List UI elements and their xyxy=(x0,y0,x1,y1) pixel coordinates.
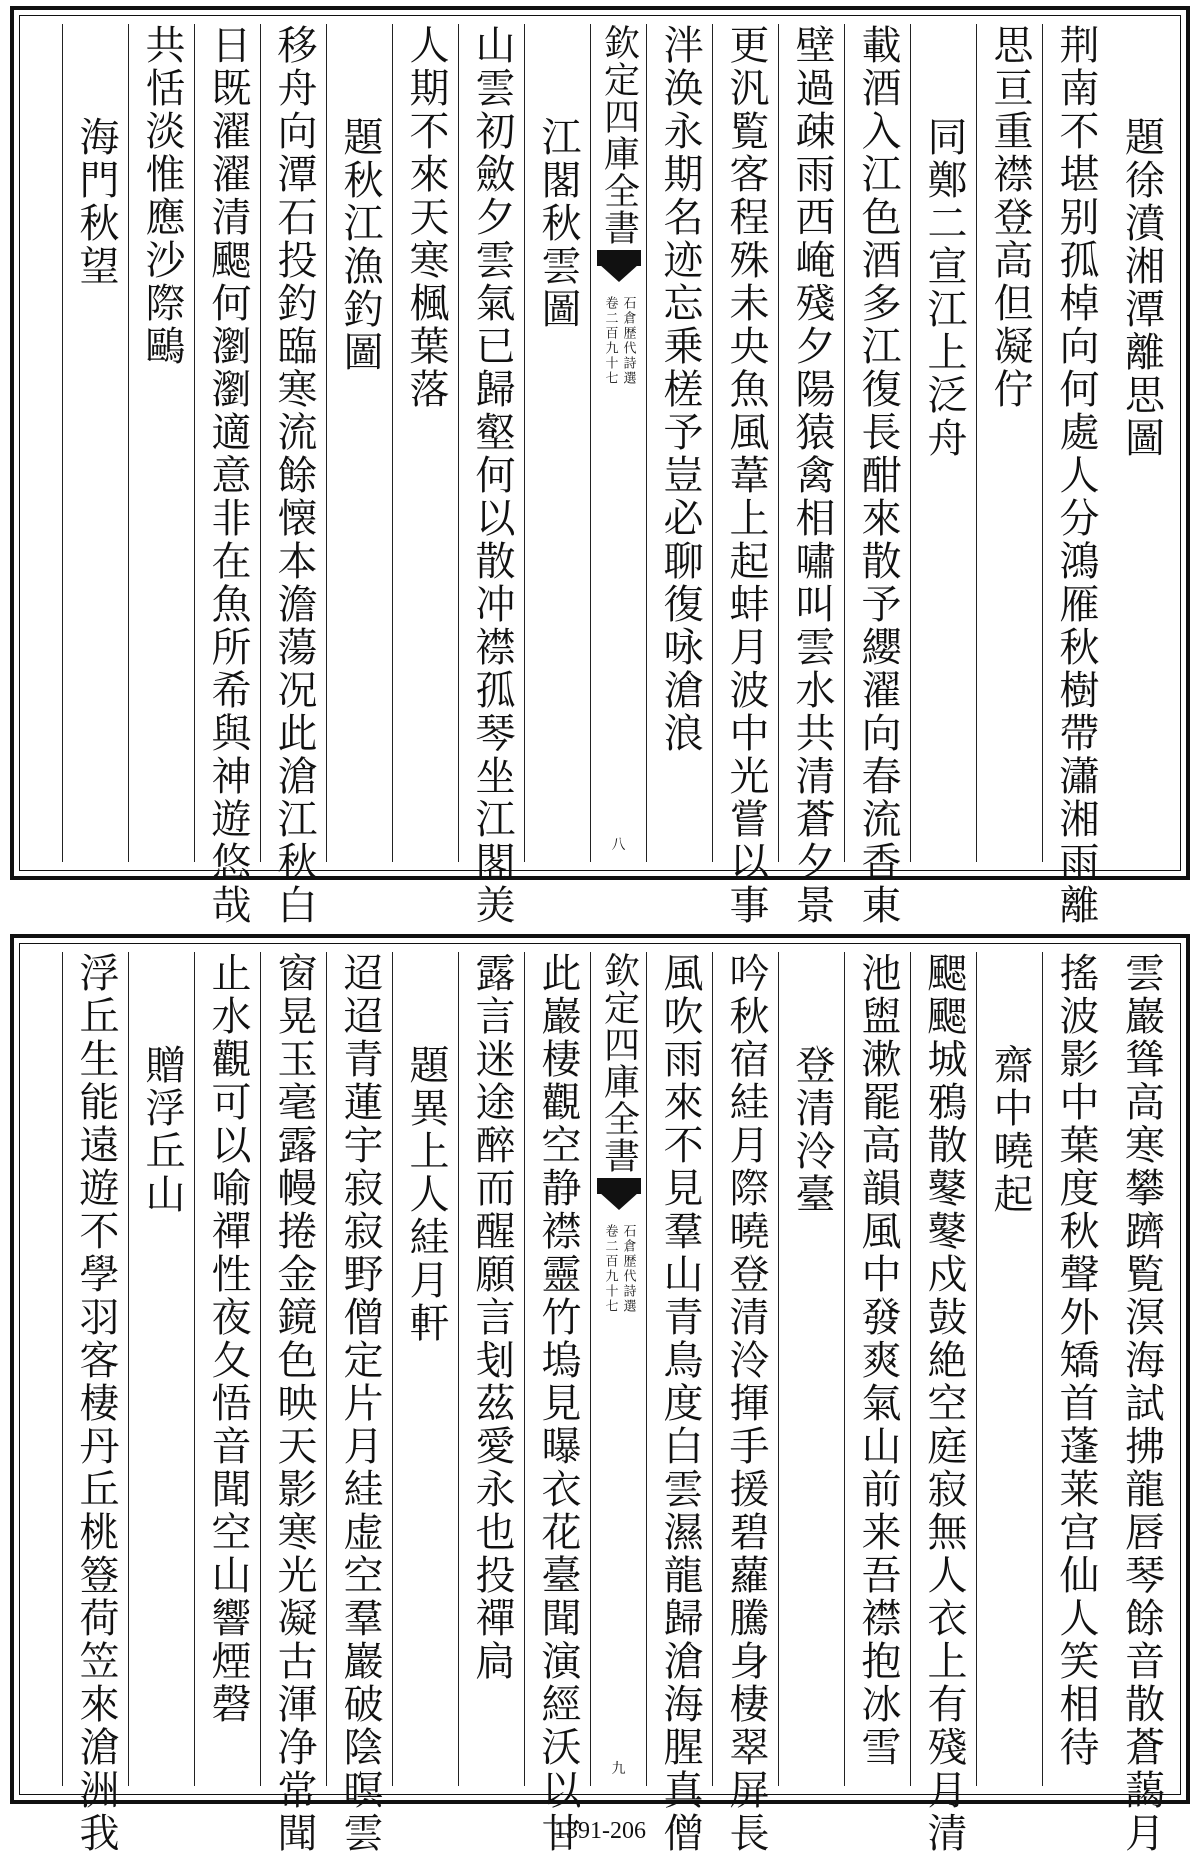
poem-line: 迢迢青蓮宇寂寂野僧定片月絓虚空羣巖破陰暝雲 xyxy=(337,952,383,1855)
poem-line: 浮丘生能遠遊不學羽客棲丹丘桃簦荷笠來滄洲我 xyxy=(73,952,119,1855)
poem-line: 更汎覧客程殊未央魚風葦上起蚌月波中光嘗以事 xyxy=(723,24,769,927)
poem-line: 載酒入江色酒多江復長酣來散予纓濯向春流香東 xyxy=(855,24,901,927)
text-column xyxy=(910,24,976,862)
poem-line: 搖波影中葉度秋聲外矯首蓬莱宫仙人笑相待 xyxy=(1053,952,1099,1769)
poem-line: 移舟向潭石投釣臨寒流餘懐本澹蕩况此滄江秋白 xyxy=(271,24,317,927)
text-column xyxy=(260,24,326,927)
text-column xyxy=(712,24,778,927)
text-column xyxy=(1042,24,1108,927)
poem-line: 壁過疎雨西崦殘夕陽猿禽相嘯叫雲水共清蒼夕景 xyxy=(789,24,835,927)
center-spine xyxy=(590,24,646,862)
poem-title: 題異上人絓月軒 xyxy=(403,1044,449,1345)
poem-title: 齋中曉起 xyxy=(987,1044,1033,1216)
text-column xyxy=(646,952,712,1855)
fishtail-mark-icon xyxy=(597,250,641,286)
poem-title: 江閣秋雲圖 xyxy=(535,116,581,331)
text-column xyxy=(392,24,458,862)
poem-title: 登清泠臺 xyxy=(789,1044,835,1216)
text-column xyxy=(62,952,128,1855)
poem-line: 吟秋宿絓月際曉登清泠揮手援碧蘿騰身棲翠屏長 xyxy=(723,952,769,1855)
text-column xyxy=(844,952,910,1786)
text-column xyxy=(910,952,976,1855)
book-title: 欽定四庫全書 xyxy=(598,24,640,246)
text-column xyxy=(712,952,778,1855)
text-column xyxy=(62,24,128,862)
leaf-number: 八 xyxy=(611,837,626,853)
poem-line: 此巖棲觀空静襟靈竹塢見曝衣花臺聞演經沃以甘 xyxy=(535,952,581,1855)
poem-line: 泮涣永期名迹忘乗槎予豈必聊復咏滄浪 xyxy=(657,24,703,755)
text-column xyxy=(1108,24,1174,862)
poem-line: 思亘重襟登高但凝佇 xyxy=(987,24,1033,411)
text-column xyxy=(194,952,260,1786)
poem-line: 颸颸城鴉散鼕鼕戍鼔絶空庭寂無人衣上有殘月清 xyxy=(921,952,967,1855)
top-page-panel xyxy=(10,6,1190,927)
poem-title: 海門秋望 xyxy=(73,116,119,288)
text-column xyxy=(128,24,194,862)
volume-number: 卷二百九十七 xyxy=(602,296,618,386)
text-column xyxy=(260,952,326,1855)
poem-line: 山雲初斂夕雲氣已歸壑何以散冲襟孤琴坐江閣羙 xyxy=(469,24,515,927)
text-column xyxy=(976,952,1042,1786)
text-column xyxy=(392,952,458,1786)
leaf-number: 九 xyxy=(611,1761,626,1777)
poem-line: 池盥漱罷高韻風中發爽氣山前来吾襟抱冰雪 xyxy=(855,952,901,1769)
poem-title: 題徐濆湘潭離思圖 xyxy=(1118,116,1165,460)
book-title: 欽定四庫全書 xyxy=(598,952,640,1174)
poem-line: 人期不來天寒楓葉落 xyxy=(403,24,449,411)
text-column xyxy=(976,24,1042,862)
poem-line: 風吹雨來不見羣山青鳥度白雲濕龍歸滄海腥真僧 xyxy=(657,952,703,1855)
text-column xyxy=(524,952,590,1855)
text-column xyxy=(458,952,524,1786)
poem-line: 止水觀可以喻禪性夜夂悟音聞空山響煙磬 xyxy=(205,952,251,1726)
poem-title: 贈浮丘山 xyxy=(139,1044,185,1216)
collection-name: 石倉歴代詩選 xyxy=(620,1224,636,1314)
collection-name: 石倉歴代詩選 xyxy=(620,296,636,386)
text-column xyxy=(844,24,910,927)
volume-number: 卷二百九十七 xyxy=(602,1224,618,1314)
poem-line: 窗晃玉毫露幔捲金鏡色映天影寒光凝古渾净常聞 xyxy=(271,952,317,1855)
poem-title: 同鄭二宣江上泛舟 xyxy=(921,116,967,460)
poem-title: 題秋江漁釣圖 xyxy=(337,116,383,374)
poem-line: 荆南不堪别孤棹向何處人分鴻雁秋樹帶瀟湘雨離 xyxy=(1053,24,1099,927)
text-column xyxy=(778,952,844,1786)
poem-line: 共恬淡惟應沙際鷗 xyxy=(139,24,185,368)
page-code: 1391-206 xyxy=(554,1818,646,1844)
text-column xyxy=(778,24,844,927)
text-column xyxy=(326,952,392,1855)
text-column xyxy=(524,24,590,862)
text-column xyxy=(1042,952,1108,1786)
poem-line: 露言迷途醉而醒願言刬茲愛永也投禪扃 xyxy=(469,952,515,1683)
center-spine xyxy=(590,952,646,1786)
poem-line: 雲巖聳高寒攀躋覧溟海試拂龍唇琴餘音散蒼藹月 xyxy=(1118,952,1165,1855)
text-column xyxy=(128,952,194,1786)
text-column xyxy=(194,24,260,927)
fishtail-mark-icon xyxy=(597,1178,641,1214)
poem-line: 日既濯濯清颸何瀏瀏適意非在魚所希與神遊悠哉 xyxy=(205,24,251,927)
text-column xyxy=(646,24,712,862)
text-column xyxy=(1108,952,1174,1855)
text-column xyxy=(326,24,392,862)
text-column xyxy=(458,24,524,927)
